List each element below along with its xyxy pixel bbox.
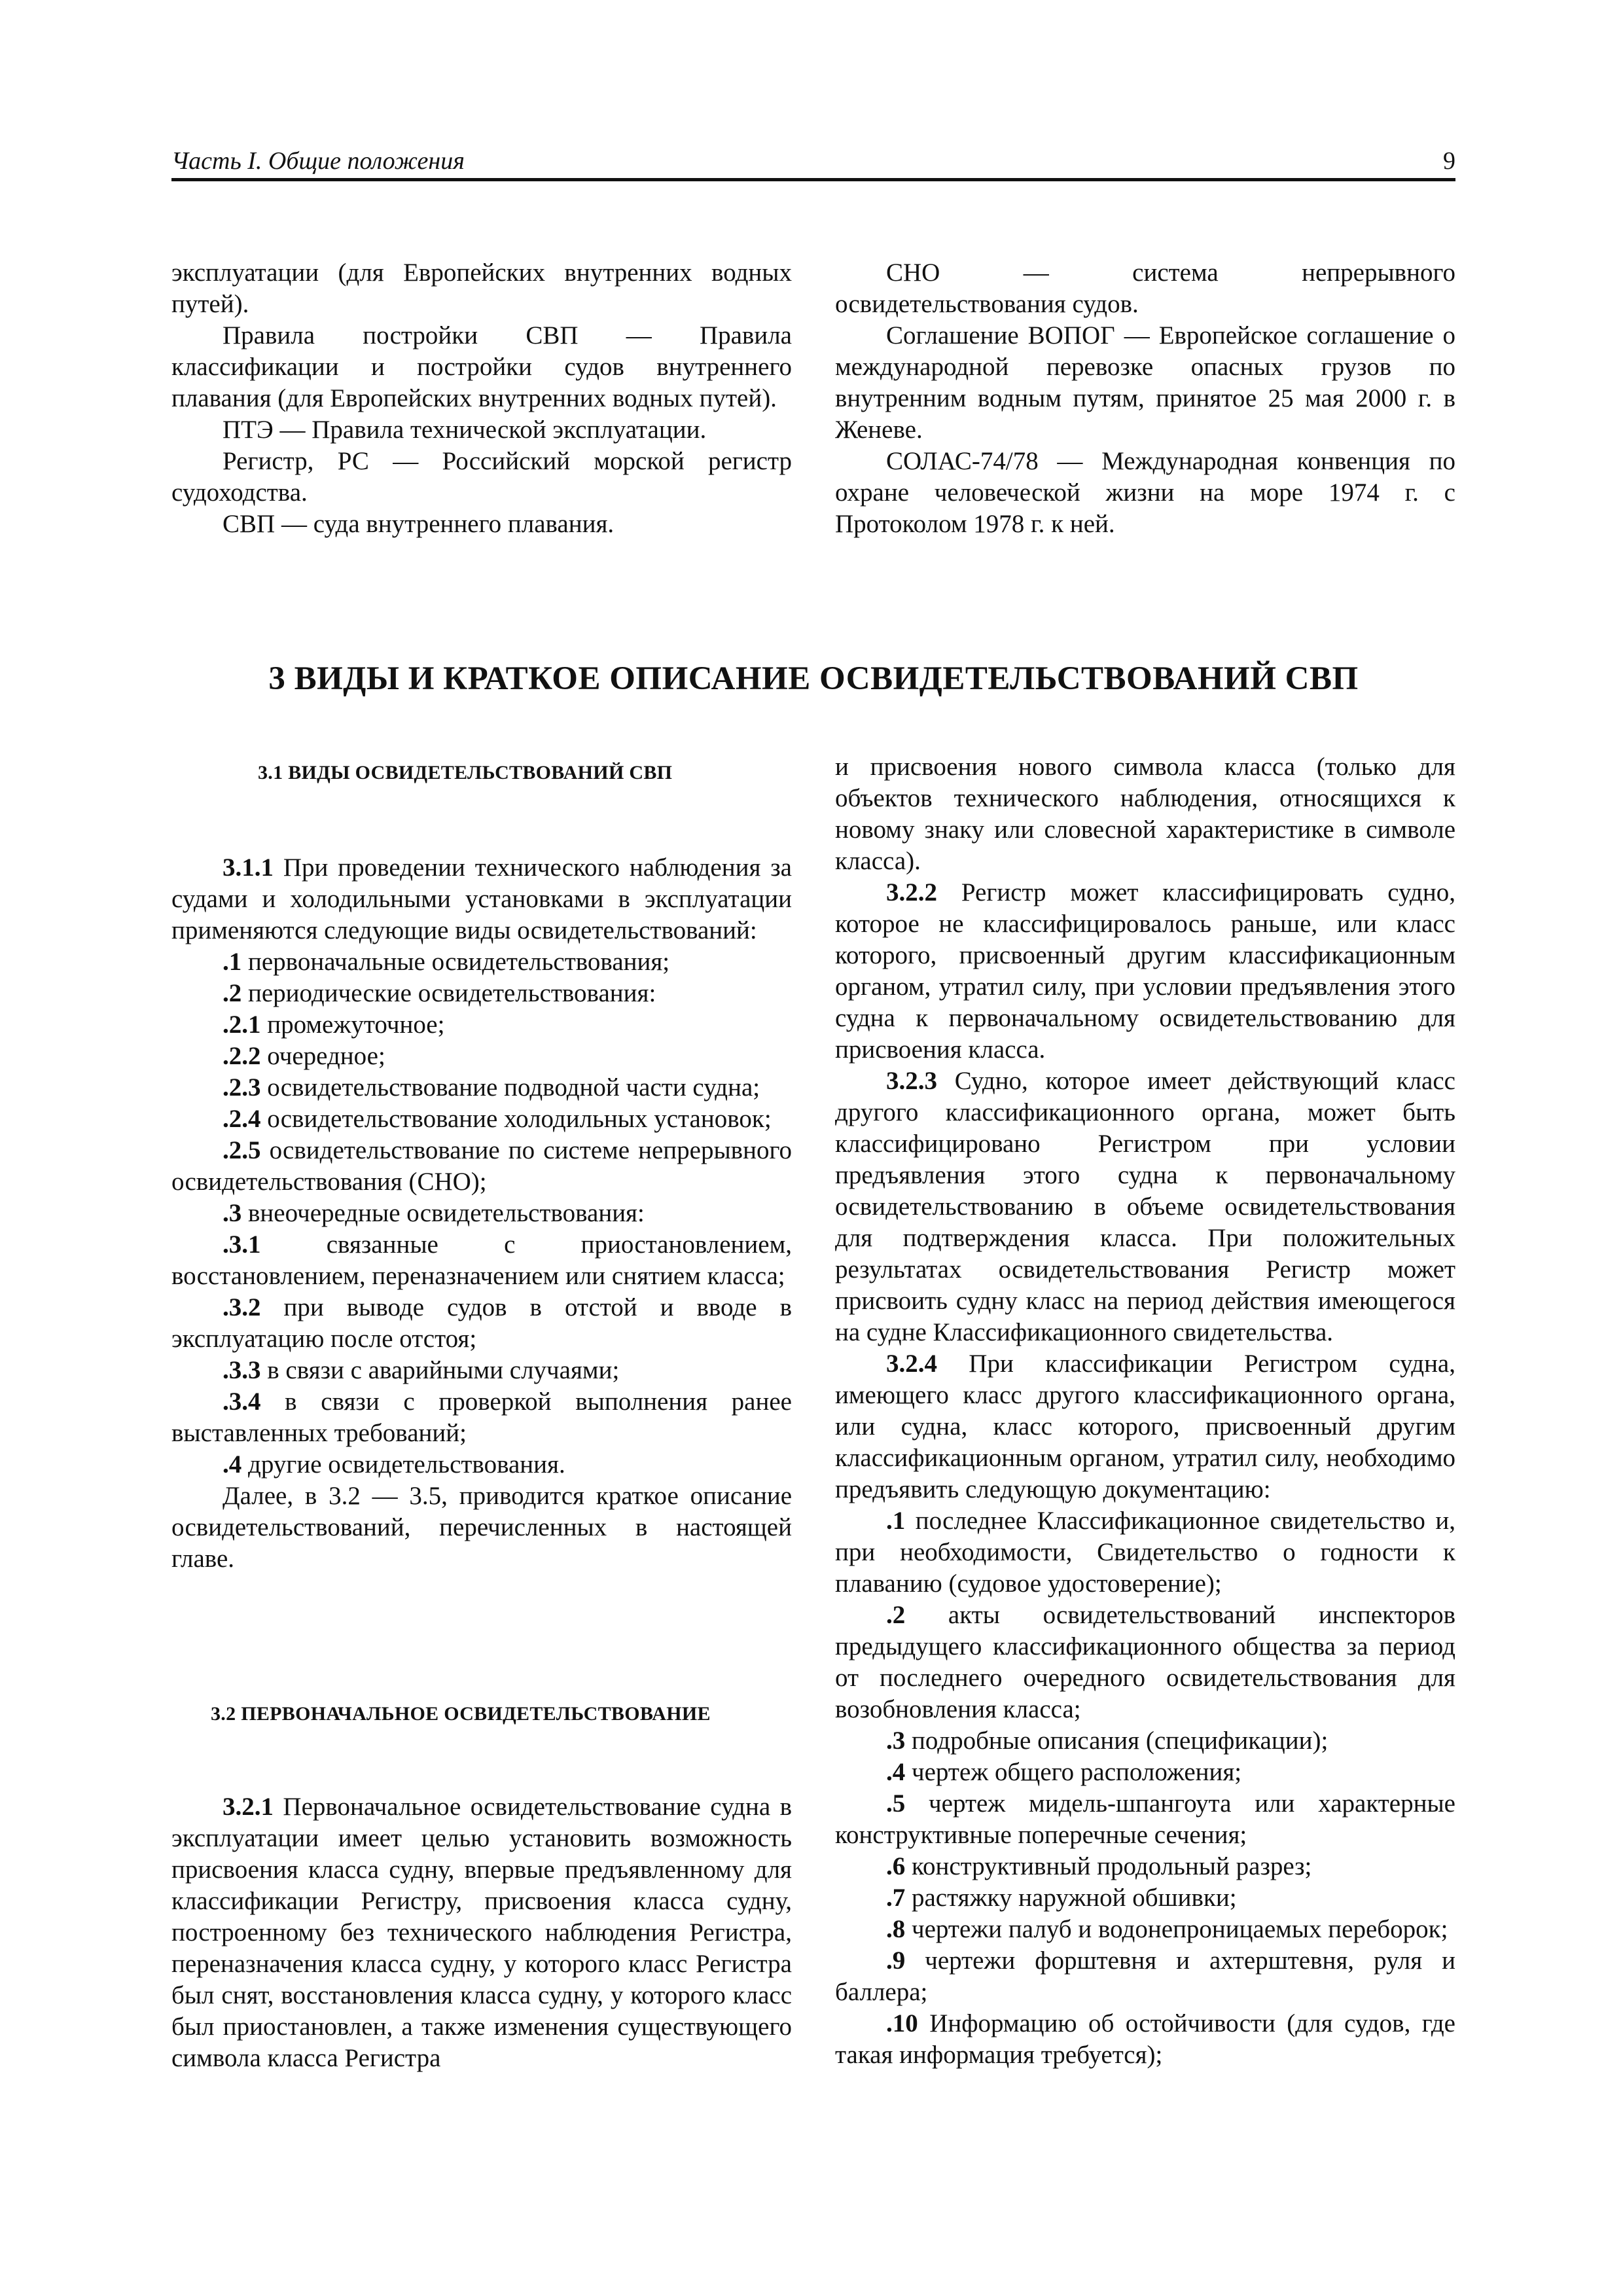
paragraph-text: очередное;	[260, 1042, 385, 1070]
paragraph	[171, 320, 792, 414]
paragraph	[171, 1103, 792, 1135]
paragraph	[171, 1355, 792, 1386]
paragraph-text: подробные описания (спецификации);	[905, 1727, 1329, 1755]
clause-number: .8	[886, 1915, 906, 1943]
paragraph-text: конструктивный продольный разрез;	[905, 1852, 1312, 1880]
paragraph	[171, 414, 792, 446]
paragraph-text: последнее Классификационное свидетельство и, при необходимости, Свидетельство о годности к плаванию (судовое удостоверение);	[835, 1507, 1455, 1598]
paragraph	[835, 1945, 1455, 2008]
clause-number: .4	[886, 1758, 906, 1786]
paragraph-text: Регистр может классифицировать судно, которое не классифицировалось раньше, или класс которого, присвоенный другим классификационным органом, утратил силу, при условии предъявления этого судна к первоначальному освидетельствованию для присвоения класса.	[835, 878, 1455, 1064]
paragraph	[835, 751, 1455, 877]
paragraph	[171, 1480, 792, 1575]
page-number: 9	[1443, 147, 1455, 175]
clause-number: 3.2.1	[223, 1793, 274, 1821]
paragraph-text: связанные с приостановлением, восстановлением, переназначением или снятием класса;	[171, 1230, 792, 1290]
paragraph-text: При проведении технического наблюдения за судами и холодильными установками в эксплуатации применяются следующие виды освидетельствований:	[171, 853, 792, 944]
paragraph	[835, 446, 1455, 540]
clause-number: .3	[886, 1727, 906, 1755]
paragraph-text: промежуточное;	[260, 1011, 445, 1039]
clause-number: .4	[223, 1450, 242, 1479]
paragraph	[835, 1851, 1455, 1882]
paragraph	[171, 1292, 792, 1355]
paragraph-text: и присвоения нового символа класса (только для объектов технического наблюдения, относящихся к новому знаку или словесной характеристике в символе класса).	[835, 753, 1455, 875]
clause-number: .3.4	[223, 1388, 261, 1416]
paragraph-text: периодические освидетельствования:	[241, 979, 656, 1007]
paragraph	[835, 1505, 1455, 1600]
paragraph	[171, 1386, 792, 1449]
paragraph-text: внеочередные освидетельствования:	[241, 1199, 645, 1227]
paragraph	[835, 1725, 1455, 1757]
clause-number: 3.1.1	[223, 853, 274, 882]
paragraph-text: чертеж общего расположения;	[905, 1758, 1242, 1786]
paragraph	[171, 852, 792, 946]
paragraph	[171, 1791, 792, 2074]
clause-number: .2.1	[223, 1011, 261, 1039]
paragraph	[171, 1135, 792, 1198]
clause-number: .10	[886, 2009, 918, 2037]
paragraph	[171, 978, 792, 1009]
paragraph	[835, 1348, 1455, 1505]
paragraph	[835, 877, 1455, 1066]
header-rule	[171, 178, 1455, 181]
clause-number: .2.4	[223, 1105, 261, 1133]
paragraph-text: растяжку наружной обшивки;	[905, 1884, 1237, 1912]
paragraph	[171, 1041, 792, 1072]
paragraph	[171, 1229, 792, 1292]
paragraph-text: в связи с проверкой выполнения ранее выставленных требований;	[171, 1388, 792, 1447]
paragraph	[835, 2008, 1455, 2071]
section-3-1-title: 3.1 ВИДЫ ОСВИДЕТЕЛЬСТВОВАНИЙ СВП	[258, 762, 673, 783]
paragraph	[171, 1009, 792, 1041]
paragraph-text: чертежи форштевня и ахтерштевня, руля и баллера;	[835, 1946, 1455, 2006]
paragraph-text: ПТЭ — Правила технической эксплуатации.	[223, 416, 707, 444]
clause-number: .2.5	[223, 1136, 261, 1164]
paragraph-text: Первоначальное освидетельствование судна в эксплуатации имеет целью установить возможность присвоения класса судну, впервые предъявленному для классификации Регистру, присвоения класса судну, построенному без технического наблюдения Регистра, переназначения класса судну, у которого класс Регистра был снят, восстановления класса судну, у которого класс был приостановлен, а также изменения существующего символа класса Регистра	[171, 1793, 792, 2072]
paragraph	[835, 320, 1455, 446]
paragraph-text: СОЛАС-74/78 — Международная конвенция по охране человеческой жизни на море 1974 г. с Протоколом 1978 г. к ней.	[835, 447, 1455, 538]
paragraph-text: акты освидетельствований инспекторов предыдущего классификационного общества за период от последнего очередного освидетельствования для возобновления класса;	[835, 1601, 1455, 1723]
clause-number: .9	[886, 1946, 906, 1975]
paragraph-text: другие освидетельствования.	[241, 1450, 565, 1479]
clause-number: .2.2	[223, 1042, 261, 1070]
clause-number: .5	[886, 1789, 906, 1818]
paragraph-text: При классификации Регистром судна, имеющего класс другого классификационного органа, или судна, класс которого, присвоенный другим классификационным органом, утратил силу, необходимо предъявить следующую документацию:	[835, 1350, 1455, 1503]
running-header	[171, 147, 1455, 178]
paragraph-text: первоначальные освидетельствования;	[241, 948, 670, 976]
clause-number: .7	[886, 1884, 906, 1912]
clause-number: 3.2.4	[886, 1350, 937, 1378]
paragraph	[835, 1914, 1455, 1945]
clause-number: 3.2.3	[886, 1067, 937, 1095]
section-3-2-1-text	[171, 1791, 792, 2074]
clause-number: .2	[223, 979, 242, 1007]
paragraph-text: Соглашение ВОПОГ — Европейское соглашение о международной перевозке опасных грузов по внутренним водным путям, принятое 25 мая 2000 г. в Женеве.	[835, 321, 1455, 444]
clause-number: .3.1	[223, 1230, 261, 1259]
paragraph-text: эксплуатации (для Европейских внутренних водных путей).	[171, 259, 792, 318]
clause-number: .2	[886, 1601, 906, 1629]
paragraph-text: освидетельствование холодильных установок;	[260, 1105, 772, 1133]
clause-number: .2.3	[223, 1073, 261, 1102]
header-section-title: Часть I. Общие положения	[171, 147, 465, 175]
paragraph-text: чертеж мидель-шпангоута или характерные конструктивные поперечные сечения;	[835, 1789, 1455, 1849]
clause-number: .3.3	[223, 1356, 261, 1384]
clause-number: .3	[223, 1199, 242, 1227]
paragraph-text: Далее, в 3.2 — 3.5, приводится краткое описание освидетельствований, перечисленных в настоящей главе.	[171, 1482, 792, 1573]
chapter-title: 3 ВИДЫ И КРАТКОЕ ОПИСАНИЕ ОСВИДЕТЕЛЬСТВОВАНИЙ СВП	[268, 660, 1359, 697]
paragraph	[171, 446, 792, 509]
paragraph-text: СНО — система непрерывного освидетельствования судов.	[835, 259, 1455, 318]
section-3-2-continued-text	[835, 751, 1455, 2071]
paragraph	[835, 1757, 1455, 1788]
paragraph	[171, 509, 792, 540]
definitions-column-right	[835, 257, 1455, 540]
paragraph-text: при выводе судов в отстой и вводе в эксплуатацию после отстоя;	[171, 1293, 792, 1353]
paragraph	[835, 1788, 1455, 1851]
paragraph-text: освидетельствование подводной части судна;	[260, 1073, 760, 1102]
paragraph-text: освидетельствование по системе непрерывного освидетельствования (СНО);	[171, 1136, 792, 1196]
paragraph-text: Правила постройки СВП — Правила классификации и постройки судов внутреннего плавания (для Европейских внутренних водных путей).	[171, 321, 792, 412]
paragraph-text: чертежи палуб и водонепроницаемых переборок;	[905, 1915, 1448, 1943]
paragraph	[835, 1882, 1455, 1914]
paragraph-text: СВП — суда внутреннего плавания.	[223, 510, 615, 538]
paragraph	[171, 1449, 792, 1480]
section-3-2-title: 3.2 ПЕРВОНАЧАЛЬНОЕ ОСВИДЕТЕЛЬСТВОВАНИЕ	[211, 1703, 711, 1725]
clause-number: .1	[223, 948, 242, 976]
section-3-1-text	[171, 852, 792, 1575]
paragraph	[835, 257, 1455, 320]
paragraph-text: Регистр, РС — Российский морской регистр судоходства.	[171, 447, 792, 507]
paragraph-text: Информацию об остойчивости (для судов, где такая информация требуется);	[835, 2009, 1455, 2069]
paragraph	[835, 1600, 1455, 1725]
paragraph-text: Судно, которое имеет действующий класс другого классификационного органа, может быть классифицировано Регистром при условии предъявления этого судна к первоначальному освидетельствованию в объеме освидетельствования для подтверждения класса. При положительных результатах освидетельствования Регистр может присвоить судну класс на период действия имеющегося на судне Классификационного свидетельства.	[835, 1067, 1455, 1346]
definitions-column-left	[171, 257, 792, 540]
clause-number: .6	[886, 1852, 906, 1880]
clause-number: .3.2	[223, 1293, 261, 1321]
paragraph	[171, 946, 792, 978]
paragraph	[171, 1198, 792, 1229]
paragraph	[835, 1066, 1455, 1348]
paragraph-text: в связи с аварийными случаями;	[260, 1356, 620, 1384]
clause-number: 3.2.2	[886, 878, 937, 906]
paragraph	[171, 257, 792, 320]
paragraph	[171, 1072, 792, 1103]
clause-number: .1	[886, 1507, 906, 1535]
